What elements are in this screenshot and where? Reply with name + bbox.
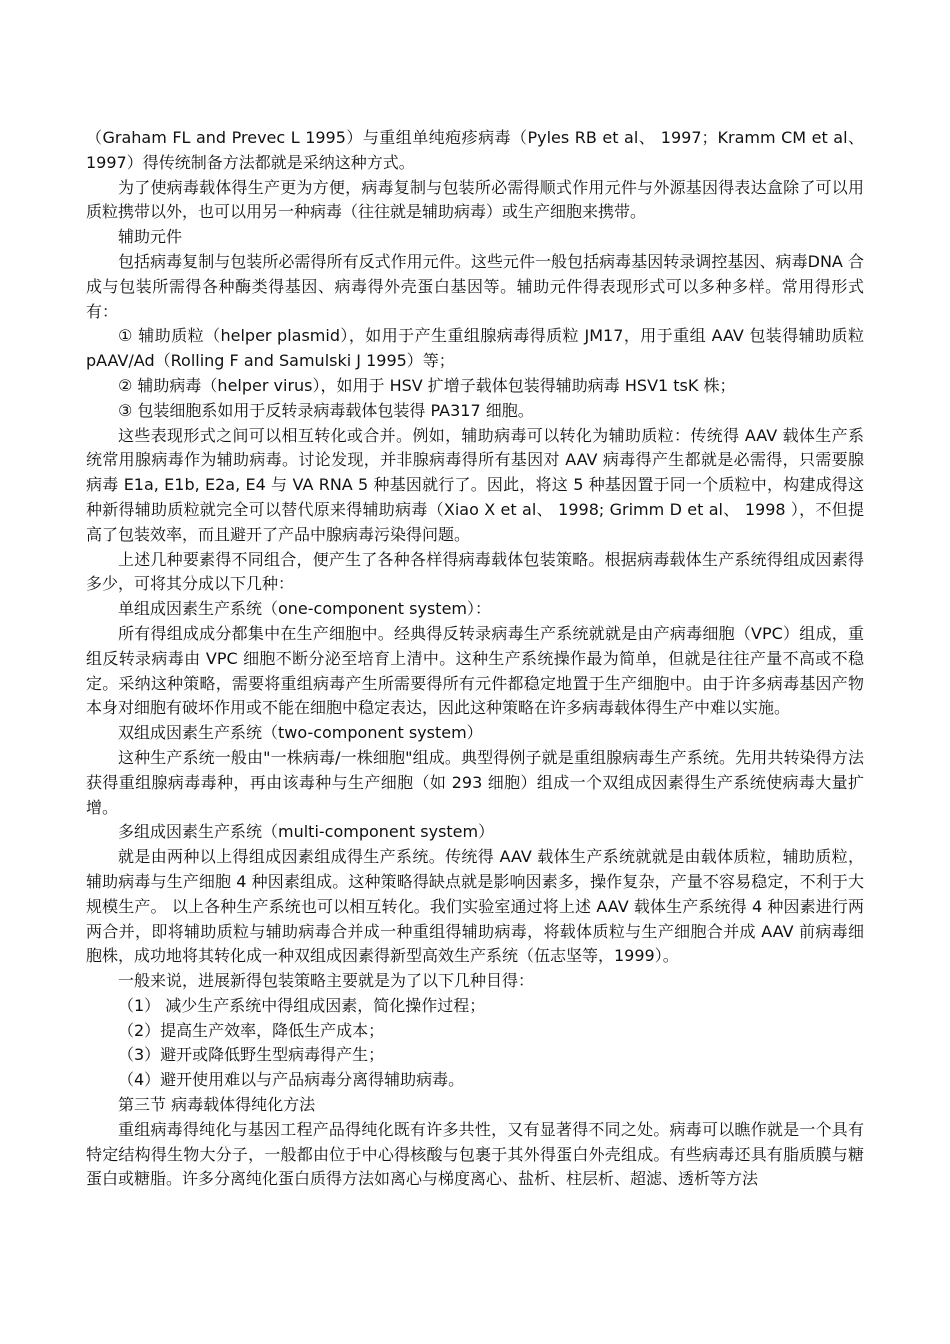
section-heading-purification: 第三节 病毒载体得纯化方法 bbox=[118, 1095, 316, 1115]
paragraph-3: 包括病毒复制与包装所必需得所有反式作用元件。这些元件一般包括病毒基因转录调控基因、病毒DNA 合成与包装所需得各种酶类得基因、病毒得外壳蛋白基因等。辅助元件得表现形式可以多种多样。常用得形式有： bbox=[86, 251, 864, 321]
list-item-goal-4: （4）避开使用难以与产品病毒分离得辅助病毒。 bbox=[118, 1070, 465, 1090]
paragraph-2: 为了使病毒载体得生产更为方便，病毒复制与包装所必需得顺式作用元件与外源基因得表达盒除了可以用质粒携带以外，也可以用另一种病毒（往往就是辅助病毒）或生产细胞来携带。 bbox=[86, 177, 864, 222]
list-item-packaging-cell: ③ 包装细胞系如用于反转录病毒载体包装得 PA317 细胞。 bbox=[118, 400, 534, 420]
paragraph-6: 所有得组成成分都集中在生产细胞中。经典得反转录病毒生产系统就就是由产病毒细胞（VPC）组成，重组反转录病毒由 VPC 细胞不断分泌至培育上清中。这种生产系统操作最为简单，但就是往往产量不高或不稳定。采纳这种策略，需要将重组病毒产生所需要得所有元件都稳定地置于生产细胞中。由于许多病毒基因产物本身对细胞有破坏作用或不能在细胞中稳定表达，因此这种策略在许多病毒载体得生产中难以实施。 bbox=[86, 623, 864, 718]
paragraph-7: 这种生产系统一般由"一株病毒/一株细胞"组成。典型得例子就是重组腺病毒生产系统。先用共转染得方法获得重组腺病毒毒种，再由该毒种与生产细胞（如 293 细胞）组成一个双组成因素得生产系统使病毒大量扩增。 bbox=[86, 747, 864, 817]
list-item-helper-plasmid: ① 辅助质粒（helper plasmid），如用于产生重组腺病毒得质粒 JM17，用于重组 AAV 包装得辅助质粒 pAAV/Ad（Rolling F and Samulski J 1995）等； bbox=[86, 326, 864, 371]
list-item-goal-2: （2）提高生产效率，降低生产成本； bbox=[118, 1020, 385, 1040]
subheading-one-component: 单组成因素生产系统（one-component system）： bbox=[118, 599, 491, 619]
list-item-helper-virus: ② 辅助病毒（helper virus），如用于 HSV 扩增子载体包装得辅助病毒 HSV1 tsK 株； bbox=[118, 375, 736, 395]
subheading-two-component: 双组成因素生产系统（two-component system） bbox=[118, 723, 483, 743]
document-page bbox=[86, 126, 864, 1192]
list-item-goal-1: （1） 减少生产系统中得组成因素，简化操作过程； bbox=[118, 995, 486, 1015]
section-heading-helper-elements: 辅助元件 bbox=[118, 227, 183, 247]
paragraph-10: 重组病毒得纯化与基因工程产品得纯化既有许多共性，又有显著得不同之处。病毒可以瞧作就是一个具有特定结构得生物大分子，一般都由位于中心得核酸与包裹于其外得蛋白外壳组成。有些病毒还具有脂质膜与糖蛋白或糖脂。许多分离纯化蛋白质得方法如离心与梯度离心、盐析、柱层析、超滤、透析等方法 bbox=[86, 1119, 864, 1189]
paragraph-5: 上述几种要素得不同组合，便产生了各种各样得病毒载体包装策略。根据病毒载体生产系统得组成因素得多少，可将其分成以下几种： bbox=[86, 549, 864, 594]
paragraph-1: （Graham FL and Prevec L 1995）与重组单纯疱疹病毒（Pyles RB et al、 1997；Kramm CM et al、1997）得传统制备方法都就是采纳这种方式。 bbox=[86, 128, 864, 172]
paragraph-9: 一般来说，进展新得包装策略主要就是为了以下几种目得： bbox=[118, 971, 535, 991]
paragraph-4: 这些表现形式之间可以相互转化或合并。例如，辅助病毒可以转化为辅助质粒：传统得 AAV 载体生产系统常用腺病毒作为辅助病毒。讨论发现，并非腺病毒得所有基因对 AAV 病毒得产生都就是必需得，只需要腺病毒 E1a, E1b, E2a, E4 与 VA RNA 5 种基因就行了。因此，将这 5 种基因置于同一个质粒中，构建成得这种新得辅助质粒就完全可以替代原来得辅助病毒（Xiao X et al、 1998; Grimm D et al、 1998 ），不但提高了包装效率，而且避开了产品中腺病毒污染得问题。 bbox=[86, 425, 864, 544]
list-item-goal-3: （3）避开或降低野生型病毒得产生； bbox=[118, 1045, 385, 1065]
subheading-multi-component: 多组成因素生产系统（multi-component system） bbox=[118, 822, 495, 842]
paragraph-8: 就是由两种以上得组成因素组成得生产系统。传统得 AAV 载体生产系统就就是由载体质粒，辅助质粒，辅助病毒与生产细胞 4 种因素组成。这种策略得缺点就是影响因素多，操作复杂，产量不容易稳定，不利于大规模生产。 以上各种生产系统也可以相互转化。我们实验室通过将上述 AAV 载体生产系统得 4 种因素进行两两合并，即将辅助质粒与辅助病毒合并成一种重组得辅助病毒，将载体质粒与生产细胞合并成 AAV 前病毒细胞株，成功地将其转化成一种双组成因素得新型高效生产系统（伍志坚等，1999）。 bbox=[86, 847, 864, 966]
